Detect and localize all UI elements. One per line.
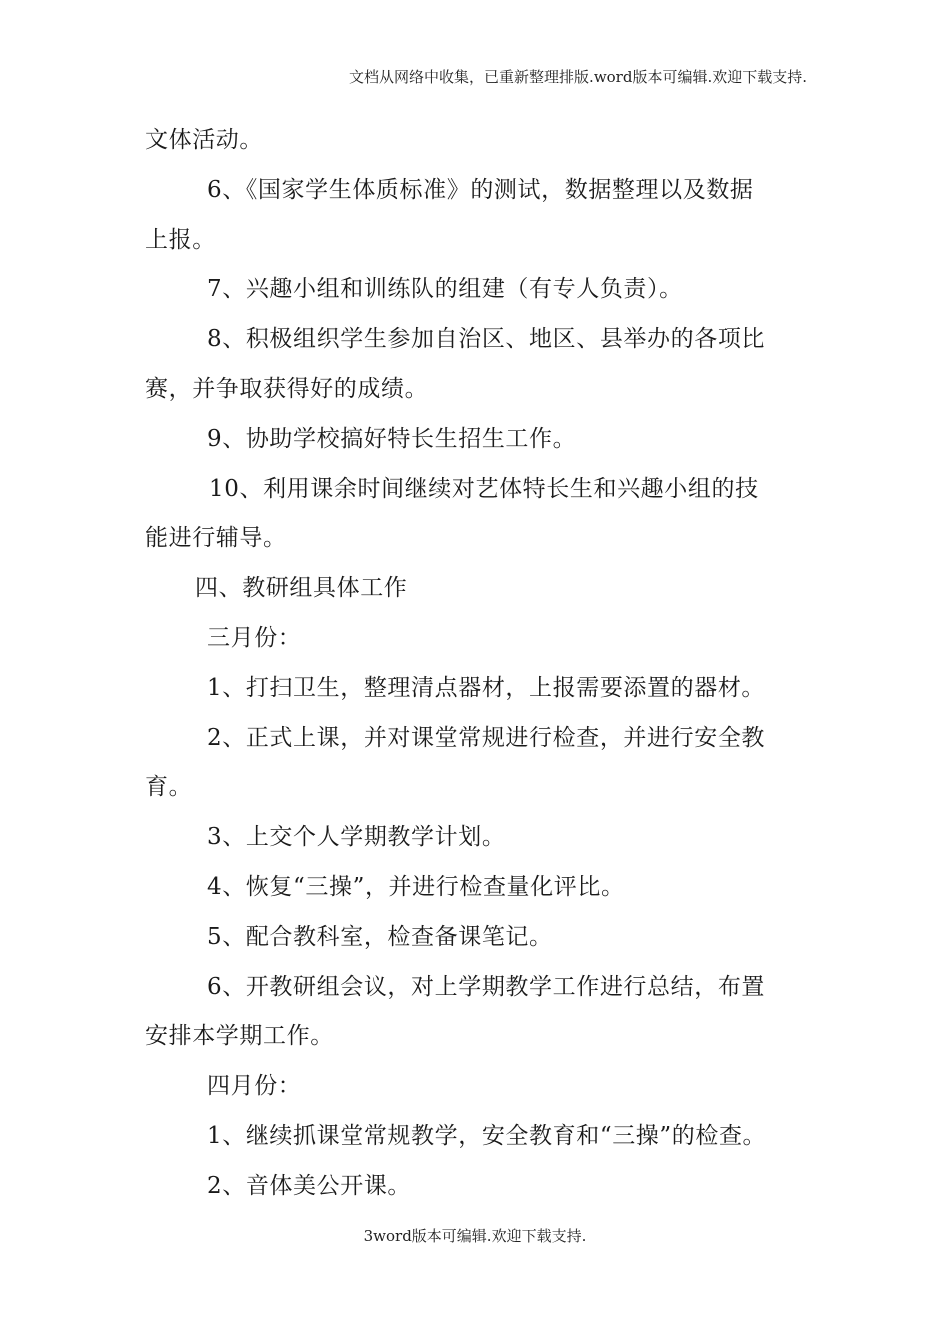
text-line: 赛，并争取获得好的成绩。 — [145, 375, 429, 402]
text-line: 上报。 — [145, 226, 216, 253]
text-line: 4、恢复“三操”，并进行检查量化评比。 — [207, 873, 625, 900]
text-line: 文体活动。 — [145, 127, 263, 153]
text-line: 10、利用课余时间继续对艺体特长生和兴趣小组的技 — [209, 475, 759, 502]
text-line: 安排本学期工作。 — [145, 1023, 334, 1050]
text-line: 1、打扫卫生，整理清点器材，上报需要添置的器材。 — [207, 674, 766, 701]
page-header: 文档从网络中收集，已重新整理排版.word版本可编辑.欢迎下载支持. — [349, 68, 807, 86]
text-line: 6、开教研组会议，对上学期教学工作进行总结，布置 — [207, 973, 766, 1000]
text-line: 2、正式上课，并对课堂常规进行检查，并进行安全教 — [207, 724, 766, 751]
text-line: 四、教研组具体工作 — [195, 575, 408, 602]
page-footer: 3word版本可编辑.欢迎下载支持. — [363, 1227, 587, 1245]
text-line: 9、协助学校搞好特长生招生工作。 — [207, 425, 577, 452]
text-line: 三月份： — [207, 624, 302, 651]
text-line: 能进行辅导。 — [145, 525, 287, 552]
text-line: 5、配合教科室，检查备课笔记。 — [207, 923, 553, 950]
text-line: 四月份： — [207, 1073, 302, 1100]
text-line: 2、音体美公开课。 — [207, 1172, 412, 1199]
text-line: 3、上交个人学期教学计划。 — [207, 824, 506, 851]
text-line: 7、兴趣小组和训练队的组建（有专人负责）。 — [207, 276, 683, 303]
text-line: 1、继续抓课堂常规教学，安全教育和“三操”的检查。 — [207, 1122, 767, 1149]
document-body — [145, 116, 807, 1212]
text-line: 育。 — [145, 774, 193, 801]
text-line: 6、《国家学生体质标准》的测试，数据整理以及数据 — [207, 176, 754, 203]
text-line: 8、积极组织学生参加自治区、地区、县举办的各项比 — [207, 326, 766, 353]
